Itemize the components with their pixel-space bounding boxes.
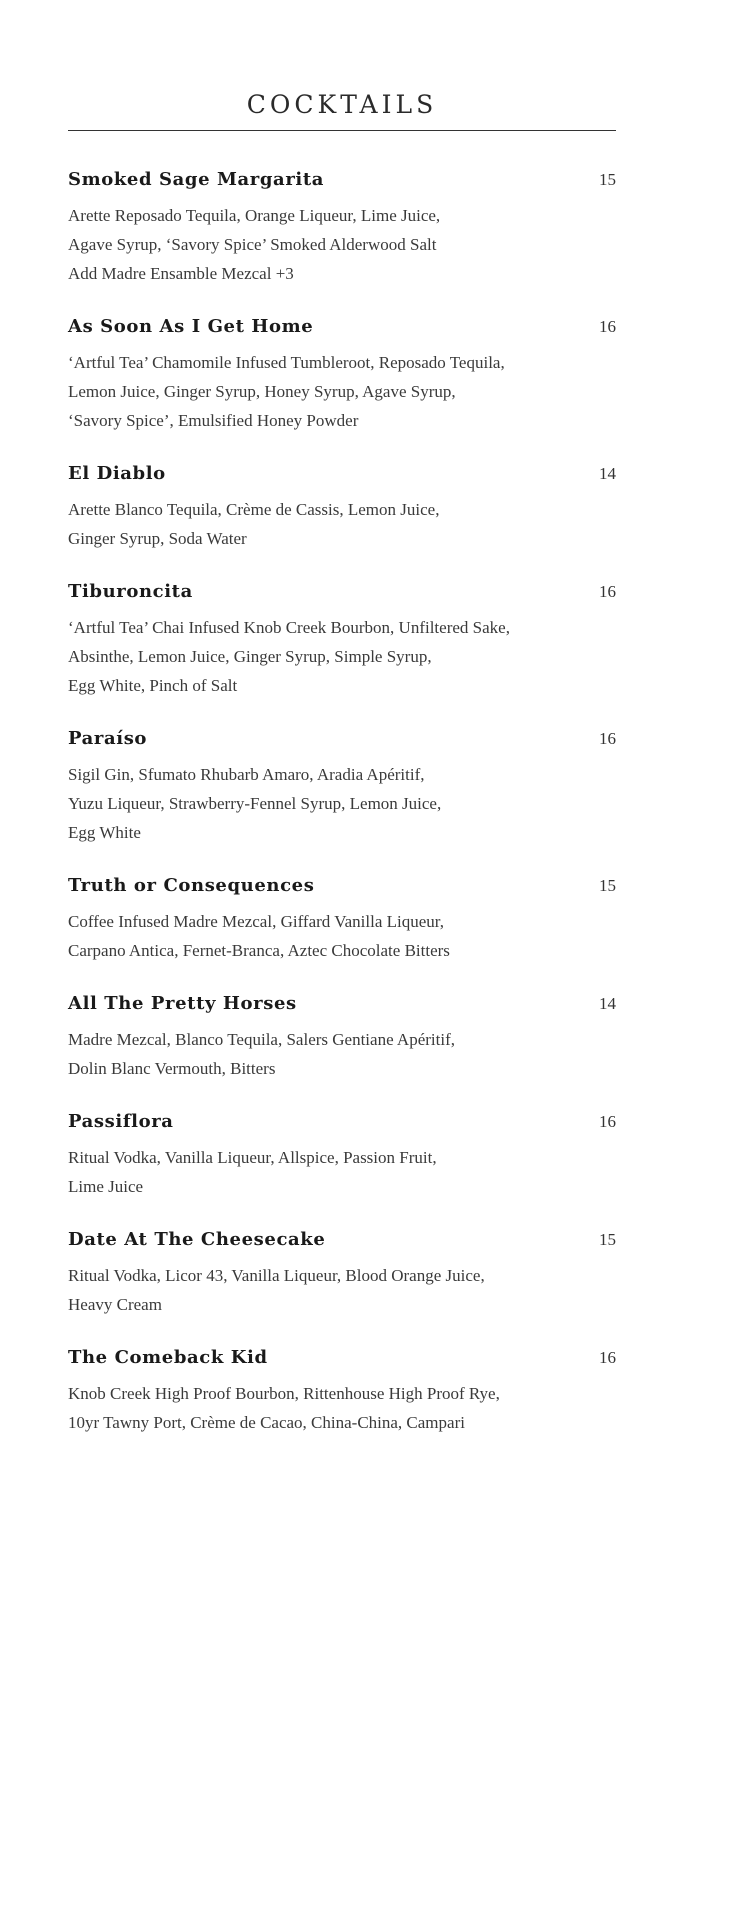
cocktail-price: 15 — [599, 876, 616, 895]
menu-item — [68, 1111, 616, 1201]
ingredient-line: Egg White — [68, 823, 141, 842]
ingredient-line: Ginger Syrup, Soda Water — [68, 529, 247, 548]
cocktail-name: As Soon As I Get Home — [68, 316, 314, 337]
cocktail-name: All The Pretty Horses — [68, 993, 297, 1014]
menu-item-header — [68, 169, 616, 199]
ingredient-line: Absinthe, Lemon Juice, Ginger Syrup, Simple Syrup, — [68, 647, 432, 666]
cocktail-price: 16 — [599, 1348, 616, 1367]
ingredient-line: Arette Blanco Tequila, Crème de Cassis, Lemon Juice, — [68, 500, 440, 519]
menu-item-header — [68, 875, 616, 905]
cocktail-price: 16 — [599, 317, 616, 336]
cocktail-ingredients — [68, 348, 616, 435]
cocktail-name: Paraíso — [68, 728, 148, 749]
ingredient-line: Add Madre Ensamble Mezcal +3 — [68, 264, 294, 283]
ingredient-line: Heavy Cream — [68, 1295, 162, 1314]
ingredient-line: Lime Juice — [68, 1177, 144, 1196]
ingredient-line: Ritual Vodka, Licor 43, Vanilla Liqueur, Blood Orange Juice, — [68, 1266, 485, 1285]
ingredient-line: Dolin Blanc Vermouth, Bitters — [68, 1059, 276, 1078]
ingredient-line: Agave Syrup, ‘Savory Spice’ Smoked Alderwood Salt — [68, 235, 437, 254]
cocktail-ingredients — [68, 1143, 616, 1201]
cocktail-price: 15 — [599, 170, 616, 189]
ingredient-line: ‘Savory Spice’, Emulsified Honey Powder — [68, 411, 359, 430]
menu-item-header — [68, 993, 616, 1023]
menu-item-header — [68, 316, 616, 346]
ingredient-line: Knob Creek High Proof Bourbon, Rittenhouse High Proof Rye, — [68, 1384, 500, 1403]
cocktail-price: 14 — [599, 994, 616, 1013]
menu-item — [68, 728, 616, 847]
ingredient-line: ‘Artful Tea’ Chamomile Infused Tumbleroot, Reposado Tequila, — [68, 353, 505, 372]
menu-item — [68, 1229, 616, 1319]
menu-item-header — [68, 728, 616, 758]
cocktail-price: 16 — [599, 582, 616, 601]
menu-item — [68, 875, 616, 965]
menu-item-header — [68, 1111, 616, 1141]
cocktail-name: Tiburoncita — [68, 581, 193, 602]
cocktail-ingredients — [68, 1025, 616, 1083]
cocktail-price: 15 — [599, 1230, 616, 1249]
menu-item-header — [68, 1347, 616, 1377]
cocktail-ingredients — [68, 613, 616, 700]
menu-item — [68, 993, 616, 1083]
cocktail-price: 16 — [599, 1112, 616, 1131]
menu-item — [68, 316, 616, 435]
ingredient-line: Lemon Juice, Ginger Syrup, Honey Syrup, Agave Syrup, — [68, 382, 456, 401]
menu-item — [68, 581, 616, 700]
ingredient-line: ‘Artful Tea’ Chai Infused Knob Creek Bourbon, Unfiltered Sake, — [68, 618, 510, 637]
cocktail-ingredients — [68, 495, 616, 553]
cocktail-name: Date At The Cheesecake — [68, 1229, 326, 1250]
cocktail-name: Smoked Sage Margarita — [68, 169, 325, 190]
section-title: COCKTAILS — [68, 90, 616, 131]
menu-item — [68, 463, 616, 553]
cocktail-name: Passiflora — [68, 1111, 174, 1132]
ingredient-line: Ritual Vodka, Vanilla Liqueur, Allspice, Passion Fruit, — [68, 1148, 437, 1167]
ingredient-line: Arette Reposado Tequila, Orange Liqueur, Lime Juice, — [68, 206, 441, 225]
cocktail-ingredients — [68, 760, 616, 847]
cocktail-ingredients — [68, 201, 616, 288]
ingredient-line: Egg White, Pinch of Salt — [68, 676, 238, 695]
ingredient-line: Carpano Antica, Fernet-Branca, Aztec Chocolate Bitters — [68, 941, 450, 960]
cocktail-name: The Comeback Kid — [68, 1347, 268, 1368]
cocktail-ingredients — [68, 1261, 616, 1319]
cocktail-name: Truth or Consequences — [68, 875, 315, 896]
cocktail-ingredients — [68, 907, 616, 965]
menu-item — [68, 169, 616, 288]
cocktail-price: 14 — [599, 464, 616, 483]
cocktail-menu — [68, 90, 616, 1465]
ingredient-line: Yuzu Liqueur, Strawberry-Fennel Syrup, Lemon Juice, — [68, 794, 442, 813]
ingredient-line: 10yr Tawny Port, Crème de Cacao, China-China, Campari — [68, 1413, 465, 1432]
cocktail-price: 16 — [599, 729, 616, 748]
menu-item-header — [68, 1229, 616, 1259]
cocktail-name: El Diablo — [68, 463, 166, 484]
cocktail-ingredients — [68, 1379, 616, 1437]
menu-items — [68, 169, 616, 1437]
menu-item-header — [68, 463, 616, 493]
ingredient-line: Coffee Infused Madre Mezcal, Giffard Vanilla Liqueur, — [68, 912, 445, 931]
ingredient-line: Madre Mezcal, Blanco Tequila, Salers Gentiane Apéritif, — [68, 1030, 455, 1049]
ingredient-line: Sigil Gin, Sfumato Rhubarb Amaro, Aradia Apéritif, — [68, 765, 425, 784]
menu-item-header — [68, 581, 616, 611]
menu-item — [68, 1347, 616, 1437]
